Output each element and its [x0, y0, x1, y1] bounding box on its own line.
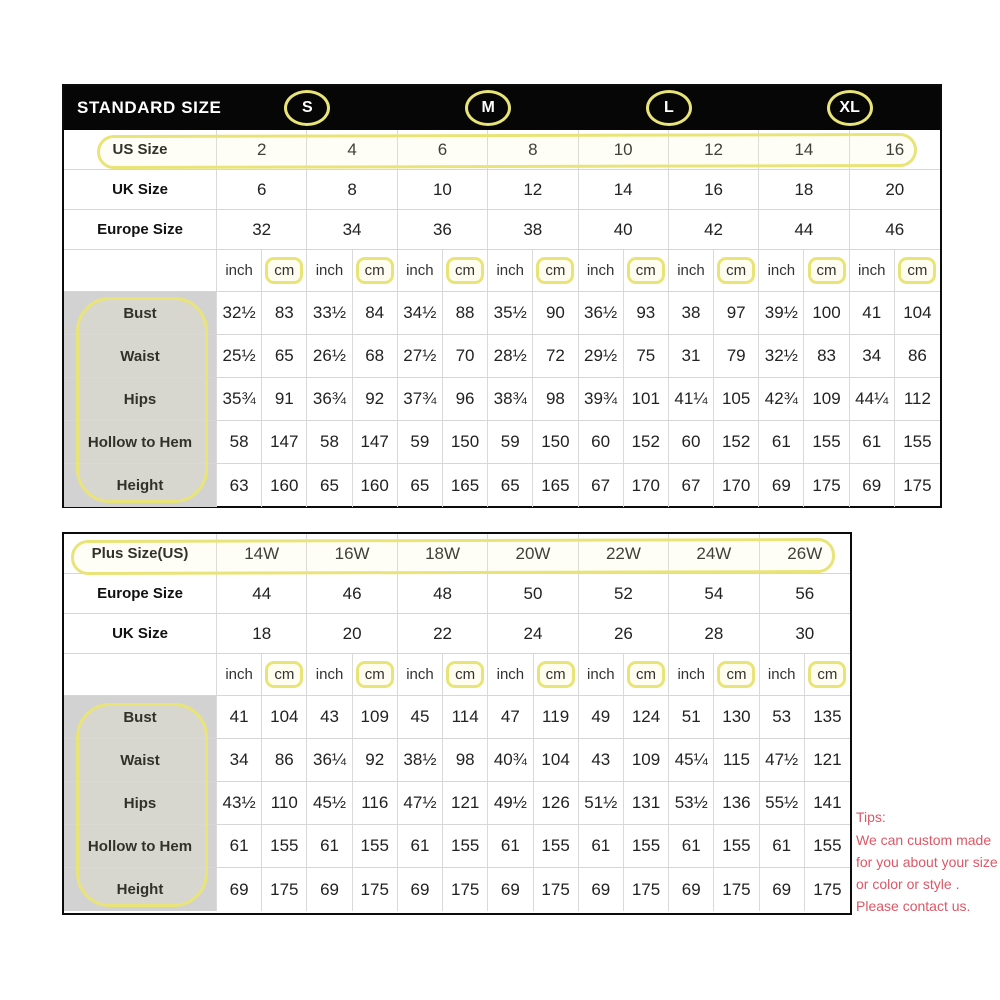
measure-value: 110	[262, 782, 307, 824]
size-letter-group	[217, 86, 398, 130]
cm-highlight: cm	[808, 661, 846, 688]
measure-value: 152	[714, 421, 759, 463]
measure-value: 97	[714, 292, 759, 334]
size-value: 18	[759, 170, 849, 209]
size-letter-group	[579, 86, 760, 130]
cm-highlight: cm	[446, 257, 484, 284]
size-letter-circle: M	[465, 90, 511, 126]
measure-value: 116	[353, 782, 398, 824]
size-value: 2	[217, 130, 307, 169]
measure-value: 36¼	[307, 739, 352, 781]
cm-header	[533, 250, 578, 291]
size-row	[64, 614, 850, 654]
measure-value: 36½	[579, 292, 624, 334]
measure-value: 150	[443, 421, 488, 463]
measure-value: 101	[624, 378, 669, 420]
measure-value: 35½	[488, 292, 533, 334]
unit-row	[64, 654, 850, 696]
measure-value: 53	[760, 696, 805, 738]
cm-header	[714, 250, 759, 291]
inch-header: inch	[217, 250, 262, 291]
cm-highlight: cm	[898, 257, 936, 284]
measure-value: 170	[624, 464, 669, 507]
cm-highlight: cm	[536, 257, 574, 284]
measure-value: 40¾	[488, 739, 533, 781]
measure-value: 165	[533, 464, 578, 507]
measure-value: 155	[262, 825, 307, 867]
cm-highlight: cm	[446, 661, 484, 688]
cm-header	[262, 654, 307, 695]
size-row	[64, 170, 940, 210]
measure-value: 44¼	[850, 378, 895, 420]
size-value: 54	[669, 574, 759, 613]
standard-size-header	[64, 86, 940, 130]
measure-value: 170	[714, 464, 759, 507]
measure-value: 65	[307, 464, 352, 507]
size-value: 36	[398, 210, 488, 249]
measure-value: 35¾	[217, 378, 262, 420]
measure-value: 175	[804, 464, 849, 507]
cm-header	[624, 654, 669, 695]
measure-value: 69	[760, 868, 805, 911]
measure-value: 39¾	[579, 378, 624, 420]
standard-size-title: STANDARD SIZE	[77, 98, 222, 117]
inch-header: inch	[850, 250, 895, 291]
measure-value: 38½	[398, 739, 443, 781]
measure-value: 98	[443, 739, 488, 781]
size-value: 18W	[398, 534, 488, 573]
cm-header	[895, 250, 940, 291]
measure-value: 114	[443, 696, 488, 738]
measure-value: 150	[533, 421, 578, 463]
cm-header	[353, 250, 398, 291]
size-row	[64, 534, 850, 574]
measure-value: 34	[217, 739, 262, 781]
measure-value: 34½	[398, 292, 443, 334]
size-value: 42	[669, 210, 759, 249]
row-label: UK Size	[64, 170, 217, 209]
measure-value: 175	[714, 868, 759, 911]
measure-value: 155	[624, 825, 669, 867]
size-letter-group	[759, 86, 940, 130]
cm-header	[262, 250, 307, 291]
row-label: Plus Size(US)	[64, 534, 217, 573]
measure-value: 115	[714, 739, 759, 781]
measure-value: 69	[217, 868, 262, 911]
size-value: 46	[885, 219, 905, 239]
measure-value: 90	[533, 292, 578, 334]
row-label: Hips	[64, 782, 217, 824]
inch-header: inch	[759, 250, 804, 291]
size-value: 44	[759, 210, 849, 249]
size-letter-circle: S	[284, 90, 330, 126]
measure-value: 79	[714, 335, 759, 377]
inch-header: inch	[669, 250, 714, 291]
tips-line: or color or style .	[856, 876, 960, 892]
size-value: 10	[579, 130, 669, 169]
cm-highlight: cm	[265, 661, 303, 688]
measure-value: 155	[714, 825, 759, 867]
measure-value: 155	[353, 825, 398, 867]
measure-value: 65	[398, 464, 443, 507]
measure-value: 152	[624, 421, 669, 463]
size-value: 30	[795, 623, 815, 643]
measure-row	[64, 782, 850, 825]
measure-value: 104	[903, 303, 932, 322]
size-value: 26	[579, 614, 669, 653]
size-value: 8	[307, 170, 397, 209]
cm-header	[805, 654, 850, 695]
measure-value: 93	[624, 292, 669, 334]
measure-row	[64, 696, 850, 739]
inch-header: inch	[669, 654, 714, 695]
measure-value: 147	[353, 421, 398, 463]
measure-value: 26½	[307, 335, 352, 377]
size-value: 12	[488, 170, 578, 209]
measure-value: 160	[353, 464, 398, 507]
measure-value: 69	[307, 868, 352, 911]
measure-value: 165	[443, 464, 488, 507]
tips-line: Please contact us.	[856, 898, 971, 914]
measure-row	[64, 335, 940, 378]
inch-header: inch	[579, 250, 624, 291]
measure-value: 47½	[760, 739, 805, 781]
size-value: 20	[307, 614, 397, 653]
size-value: 6	[398, 130, 488, 169]
size-value: 22W	[579, 534, 669, 573]
measure-value: 61	[760, 825, 805, 867]
cm-highlight: cm	[265, 257, 303, 284]
measure-value: 41¼	[669, 378, 714, 420]
size-value: 4	[307, 130, 397, 169]
row-label: Europe Size	[64, 210, 217, 249]
measure-value: 41	[217, 696, 262, 738]
measure-value: 60	[579, 421, 624, 463]
size-letter-circle: L	[646, 90, 692, 126]
inch-header: inch	[398, 654, 443, 695]
measure-value: 83	[262, 292, 307, 334]
measure-value: 175	[353, 868, 398, 911]
measure-value: 38¾	[488, 378, 533, 420]
measure-value: 109	[624, 739, 669, 781]
size-value: 16	[669, 170, 759, 209]
measure-value: 69	[759, 464, 804, 507]
measure-value: 61	[217, 825, 262, 867]
measure-value: 98	[533, 378, 578, 420]
size-value: 18	[217, 614, 307, 653]
cm-header	[353, 654, 398, 695]
size-value: 12	[669, 130, 759, 169]
measure-value: 104	[534, 739, 579, 781]
size-value: 34	[307, 210, 397, 249]
measure-value: 84	[353, 292, 398, 334]
cm-header	[443, 654, 488, 695]
size-letter-group	[398, 86, 579, 130]
measure-value: 126	[534, 782, 579, 824]
size-value: 28	[669, 614, 759, 653]
measure-value: 91	[262, 378, 307, 420]
measure-value: 58	[307, 421, 352, 463]
measure-value: 75	[624, 335, 669, 377]
cm-highlight: cm	[717, 257, 755, 284]
row-label: Hollow to Hem	[64, 825, 217, 867]
inch-header: inch	[760, 654, 805, 695]
measure-value: 105	[714, 378, 759, 420]
row-label: Height	[64, 464, 217, 507]
measure-value: 37¾	[398, 378, 443, 420]
size-value: 38	[488, 210, 578, 249]
measure-value: 61	[307, 825, 352, 867]
size-value: 44	[217, 574, 307, 613]
measure-value: 121	[443, 782, 488, 824]
measure-value: 43½	[217, 782, 262, 824]
measure-row	[64, 868, 850, 911]
measure-row	[64, 464, 940, 507]
size-value: 24W	[669, 534, 759, 573]
measure-value: 43	[579, 739, 624, 781]
measure-value: 121	[813, 750, 842, 769]
inch-header: inch	[398, 250, 443, 291]
size-value: 16	[885, 139, 905, 159]
plus-size-table	[62, 532, 852, 915]
cm-highlight: cm	[808, 257, 846, 284]
measure-value: 155	[443, 825, 488, 867]
tips-line: We can custom made	[856, 832, 992, 848]
cm-header	[804, 250, 849, 291]
row-label: UK Size	[64, 614, 217, 653]
unit-row-label	[64, 654, 217, 695]
tips-line: for you about your size	[856, 854, 998, 870]
cm-highlight: cm	[356, 257, 394, 284]
size-value: 26W	[787, 543, 823, 563]
row-label: Hollow to Hem	[64, 421, 217, 463]
measure-value: 72	[533, 335, 578, 377]
size-letter-circle: XL	[827, 90, 873, 126]
size-row	[64, 574, 850, 614]
size-value: 20W	[488, 534, 578, 573]
measure-value: 25½	[217, 335, 262, 377]
size-value: 46	[307, 574, 397, 613]
measure-value: 41	[850, 292, 895, 334]
inch-header: inch	[307, 654, 352, 695]
measure-value: 69	[669, 868, 714, 911]
measure-value: 175	[262, 868, 307, 911]
measure-value: 59	[488, 421, 533, 463]
measure-value: 32½	[759, 335, 804, 377]
measure-value: 67	[669, 464, 714, 507]
measure-value: 32½	[217, 292, 262, 334]
tips-title: Tips:	[856, 809, 886, 825]
size-value: 52	[579, 574, 669, 613]
measure-value: 58	[217, 421, 262, 463]
cm-highlight: cm	[717, 661, 755, 688]
size-letter-groups	[217, 86, 940, 130]
measure-value: 86	[262, 739, 307, 781]
measure-value: 61	[759, 421, 804, 463]
measure-value: 175	[443, 868, 488, 911]
measure-value: 100	[804, 292, 849, 334]
size-value: 56	[795, 583, 815, 603]
cm-highlight: cm	[356, 661, 394, 688]
inch-header: inch	[217, 654, 262, 695]
measure-value: 92	[353, 739, 398, 781]
measure-value: 155	[804, 421, 849, 463]
measure-value: 69	[488, 868, 533, 911]
row-label: Waist	[64, 739, 217, 781]
measure-row	[64, 739, 850, 782]
inch-header: inch	[488, 250, 533, 291]
size-value: 24	[488, 614, 578, 653]
measure-value: 69	[398, 868, 443, 911]
measure-value: 47½	[398, 782, 443, 824]
measure-value: 68	[353, 335, 398, 377]
measure-value: 61	[669, 825, 714, 867]
measure-value: 60	[669, 421, 714, 463]
measure-value: 45	[398, 696, 443, 738]
measure-row	[64, 421, 940, 464]
measure-value: 61	[488, 825, 533, 867]
measure-value: 155	[813, 836, 842, 855]
measure-value: 49½	[488, 782, 533, 824]
measure-value: 65	[488, 464, 533, 507]
measure-value: 39½	[759, 292, 804, 334]
measure-value: 70	[443, 335, 488, 377]
measure-row	[64, 378, 940, 421]
size-row	[64, 130, 940, 170]
size-value: 48	[398, 574, 488, 613]
size-value: 14	[759, 130, 849, 169]
row-label: Bust	[64, 696, 217, 738]
size-value: 22	[398, 614, 488, 653]
row-label: Europe Size	[64, 574, 217, 613]
measure-value: 175	[813, 879, 842, 899]
measure-value: 131	[624, 782, 669, 824]
size-row	[64, 210, 940, 250]
measure-value: 61	[850, 421, 895, 463]
measure-value: 61	[579, 825, 624, 867]
cm-header	[534, 654, 579, 695]
measure-value: 135	[813, 707, 842, 726]
measure-value: 136	[714, 782, 759, 824]
size-value: 10	[398, 170, 488, 209]
size-value: 6	[217, 170, 307, 209]
measure-value: 36¾	[307, 378, 352, 420]
size-value: 40	[579, 210, 669, 249]
measure-value: 55½	[760, 782, 805, 824]
size-value: 20	[885, 179, 905, 199]
measure-row	[64, 292, 940, 335]
row-label: Height	[64, 868, 217, 911]
measure-value: 33½	[307, 292, 352, 334]
measure-value: 43	[307, 696, 352, 738]
unit-row	[64, 250, 940, 292]
row-label: US Size	[64, 130, 217, 169]
inch-header: inch	[307, 250, 352, 291]
cm-header	[443, 250, 488, 291]
row-label: Waist	[64, 335, 217, 377]
measure-value: 63	[217, 464, 262, 507]
measure-value: 69	[850, 464, 895, 507]
measure-value: 67	[579, 464, 624, 507]
size-value: 16W	[307, 534, 397, 573]
measure-value: 27½	[398, 335, 443, 377]
measure-value: 92	[353, 378, 398, 420]
measure-value: 130	[714, 696, 759, 738]
measure-value: 175	[624, 868, 669, 911]
measure-value: 69	[579, 868, 624, 911]
row-label: Hips	[64, 378, 217, 420]
cm-highlight: cm	[537, 661, 575, 688]
measure-row	[64, 825, 850, 868]
measure-value: 119	[534, 696, 579, 738]
measure-value: 53½	[669, 782, 714, 824]
measure-value: 51	[669, 696, 714, 738]
measure-value: 109	[804, 378, 849, 420]
measure-value: 104	[262, 696, 307, 738]
measure-value: 147	[262, 421, 307, 463]
measure-value: 45½	[307, 782, 352, 824]
standard-size-table	[62, 84, 942, 508]
measure-value: 109	[353, 696, 398, 738]
measure-value: 65	[262, 335, 307, 377]
measure-value: 31	[669, 335, 714, 377]
measure-value: 160	[262, 464, 307, 507]
measure-value: 59	[398, 421, 443, 463]
tips-note	[856, 806, 998, 917]
cm-highlight: cm	[627, 661, 665, 688]
measure-value: 38	[669, 292, 714, 334]
measure-value: 155	[903, 432, 932, 451]
measure-value: 47	[488, 696, 533, 738]
measure-value: 45¼	[669, 739, 714, 781]
measure-value: 86	[907, 346, 927, 365]
measure-value: 175	[534, 868, 579, 911]
cm-highlight: cm	[627, 257, 665, 284]
measure-value: 51½	[579, 782, 624, 824]
inch-header: inch	[488, 654, 533, 695]
unit-row-label	[64, 250, 217, 291]
measure-value: 42¾	[759, 378, 804, 420]
measure-value: 175	[903, 475, 932, 495]
size-value: 14W	[217, 534, 307, 573]
measure-value: 124	[624, 696, 669, 738]
size-value: 32	[217, 210, 307, 249]
measure-value: 83	[804, 335, 849, 377]
size-value: 8	[488, 130, 578, 169]
measure-value: 112	[903, 389, 931, 408]
measure-value: 28½	[488, 335, 533, 377]
measure-value: 61	[398, 825, 443, 867]
measure-value: 29½	[579, 335, 624, 377]
measure-value: 155	[534, 825, 579, 867]
size-value: 50	[488, 574, 578, 613]
size-value: 14	[579, 170, 669, 209]
measure-value: 49	[579, 696, 624, 738]
cm-header	[714, 654, 759, 695]
measure-value: 141	[813, 793, 842, 812]
measure-value: 96	[443, 378, 488, 420]
row-label: Bust	[64, 292, 217, 334]
measure-value: 88	[443, 292, 488, 334]
cm-header	[624, 250, 669, 291]
measure-value: 34	[850, 335, 895, 377]
inch-header: inch	[579, 654, 624, 695]
